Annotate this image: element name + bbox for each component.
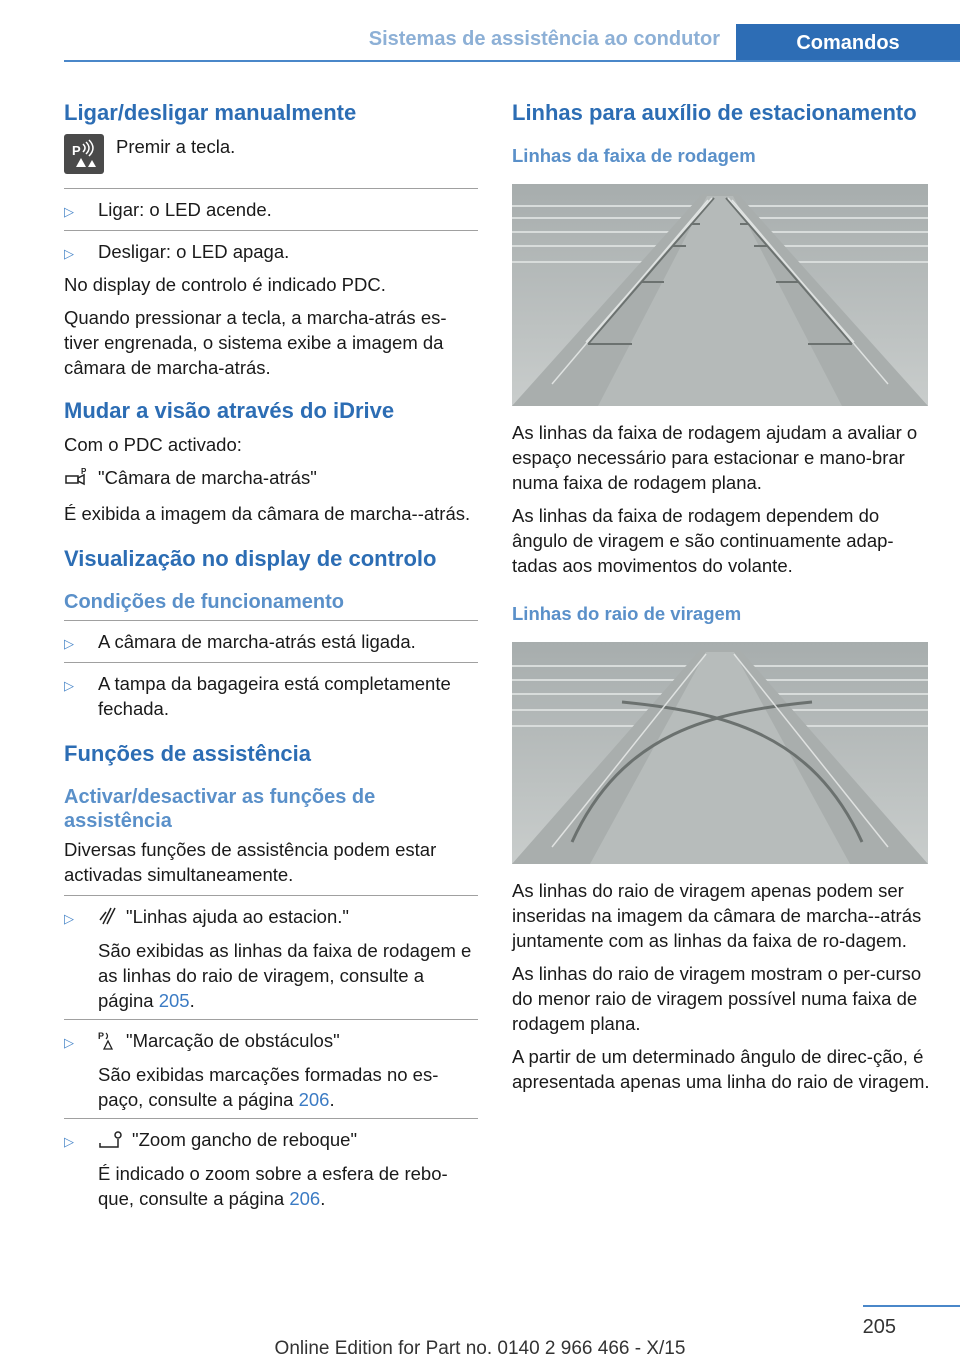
page-link[interactable]: 206	[298, 1089, 330, 1110]
parking-lines-icon	[98, 906, 118, 932]
function-label-obstacles[interactable]: "Marcação de obstáculos"	[126, 1030, 340, 1051]
camera-menu-label[interactable]: "Câmara de marcha-atrás"	[98, 467, 317, 488]
left-column	[64, 100, 478, 1217]
lane-text-2: As linhas da faixa de rodagem dependem do ângulo de viragem e são continuamente adap-tadas aos movimentos do volante.	[512, 505, 894, 576]
turn-text-2: As linhas do raio de viragem mostram o per-curso do menor raio de viragem possível numa faixa de rodagem plana.	[512, 963, 922, 1034]
heading-idrive: Mudar a visão através do iDrive	[64, 398, 395, 423]
heading-parking-lines: Linhas para auxílio de estacionamento	[512, 100, 917, 125]
page-header	[0, 0, 960, 62]
list-item-text: A câmara de marcha-atrás está ligada.	[98, 631, 416, 652]
display-text: No display de controlo é indicado PDC.	[64, 274, 386, 295]
list-item	[64, 904, 478, 1013]
rear-camera-icon	[64, 467, 90, 493]
list-item	[64, 197, 478, 224]
heading-lane-lines: Linhas da faixa de rodagem	[512, 145, 756, 166]
list-item	[64, 1028, 478, 1112]
period: .	[320, 1188, 326, 1209]
press-key-row	[64, 134, 478, 174]
bullet-triangle-icon: ▷	[64, 204, 74, 219]
lane-lines-image	[512, 184, 928, 406]
list-item-text: Desligar: o LED apaga.	[98, 241, 290, 262]
function-desc: São exibidas marcações formadas no es-paço, consulte a página	[98, 1064, 439, 1110]
heading-assist: Funções de assistência	[64, 741, 311, 766]
divider	[64, 1118, 478, 1119]
list-item	[64, 239, 478, 266]
bullet-triangle-icon: ▷	[64, 246, 74, 261]
footer-rule	[863, 1305, 960, 1307]
page-link[interactable]: 205	[158, 990, 190, 1011]
svg-text:P: P	[81, 467, 87, 476]
svg-text:P: P	[72, 143, 81, 158]
divider	[64, 230, 478, 231]
heading-activate: Activar/desactivar as funções de assistência	[64, 786, 376, 832]
page-number: 205	[862, 1316, 896, 1338]
list-item	[64, 1127, 478, 1211]
tow-hook-icon	[98, 1129, 124, 1155]
edition-text: Online Edition for Part no. 0140 2 966 466 - X/15	[274, 1338, 686, 1359]
turning-radius-image	[512, 642, 928, 864]
bullet-triangle-icon: ▷	[64, 678, 74, 693]
turn-text-1: As linhas do raio de viragem apenas podem ser inseridas na imagem da câmara de marcha--atrás juntamente com as linhas da faixa de ro-dagem.	[512, 880, 922, 951]
list-item	[64, 671, 478, 721]
period: .	[329, 1089, 335, 1110]
header-section-title: Sistemas de assistência ao condutor	[368, 28, 720, 50]
right-column	[512, 100, 930, 1102]
header-rule	[64, 60, 960, 62]
heading-manual: Ligar/desligar manualmente	[64, 100, 357, 125]
list-item	[64, 629, 478, 656]
lane-text-1: As linhas da faixa de rodagem ajudam a avaliar o espaço necessário para estacionar e mano-brar numa faixa de rodagem plana.	[512, 422, 918, 493]
pdc-key-icon	[64, 134, 104, 174]
list-item-text: Ligar: o LED acende.	[98, 199, 272, 220]
period: .	[189, 990, 195, 1011]
heading-turn-lines: Linhas do raio de viragem	[512, 603, 742, 624]
heading-conditions: Condições de funcionamento	[64, 591, 345, 613]
bullet-triangle-icon: ▷	[64, 636, 74, 651]
camera-menu-row	[64, 465, 478, 493]
function-label-tow-hook[interactable]: "Zoom gancho de reboque"	[132, 1129, 358, 1150]
divider	[64, 188, 478, 189]
divider	[64, 895, 478, 896]
turn-text-3: A partir de um determinado ângulo de direc-ção, é apresentada apenas uma linha do raio de viragem.	[512, 1046, 930, 1092]
list-item-text: A tampa da bagageira está completamente fechada.	[98, 673, 451, 719]
bullet-triangle-icon: ▷	[64, 1035, 74, 1050]
divider	[64, 620, 478, 621]
page-link[interactable]: 206	[289, 1188, 321, 1209]
function-label-parking-lines[interactable]: "Linhas ajuda ao estacion."	[126, 906, 349, 927]
function-desc: São exibidas as linhas da faixa de rodagem e as linhas do raio de viragem, consulte a página	[98, 940, 472, 1011]
press-key-text: Premir a tecla.	[116, 136, 236, 157]
multiple-text: Diversas funções de assistência podem estar activadas simultaneamente.	[64, 839, 437, 885]
divider	[64, 662, 478, 663]
divider	[64, 1019, 478, 1020]
function-desc: É indicado o zoom sobre a esfera de rebo-que, consulte a página	[98, 1163, 448, 1209]
heading-visual: Visualização no display de controlo	[64, 546, 437, 571]
svg-text:P: P	[98, 1031, 105, 1041]
pdc-active-text: Com o PDC activado:	[64, 434, 242, 455]
obstacle-marking-icon	[98, 1030, 118, 1056]
header-tab-comandos[interactable]: Comandos	[736, 24, 960, 62]
bullet-triangle-icon: ▷	[64, 911, 74, 926]
bullet-triangle-icon: ▷	[64, 1134, 74, 1149]
camera-shown-text: É exibida a imagem da câmara de marcha--atrás.	[64, 503, 471, 524]
press-text: Quando pressionar a tecla, a marcha-atrás es-tiver engrenada, o sistema exibe a imagem da câmara de marcha-atrás.	[64, 307, 447, 378]
